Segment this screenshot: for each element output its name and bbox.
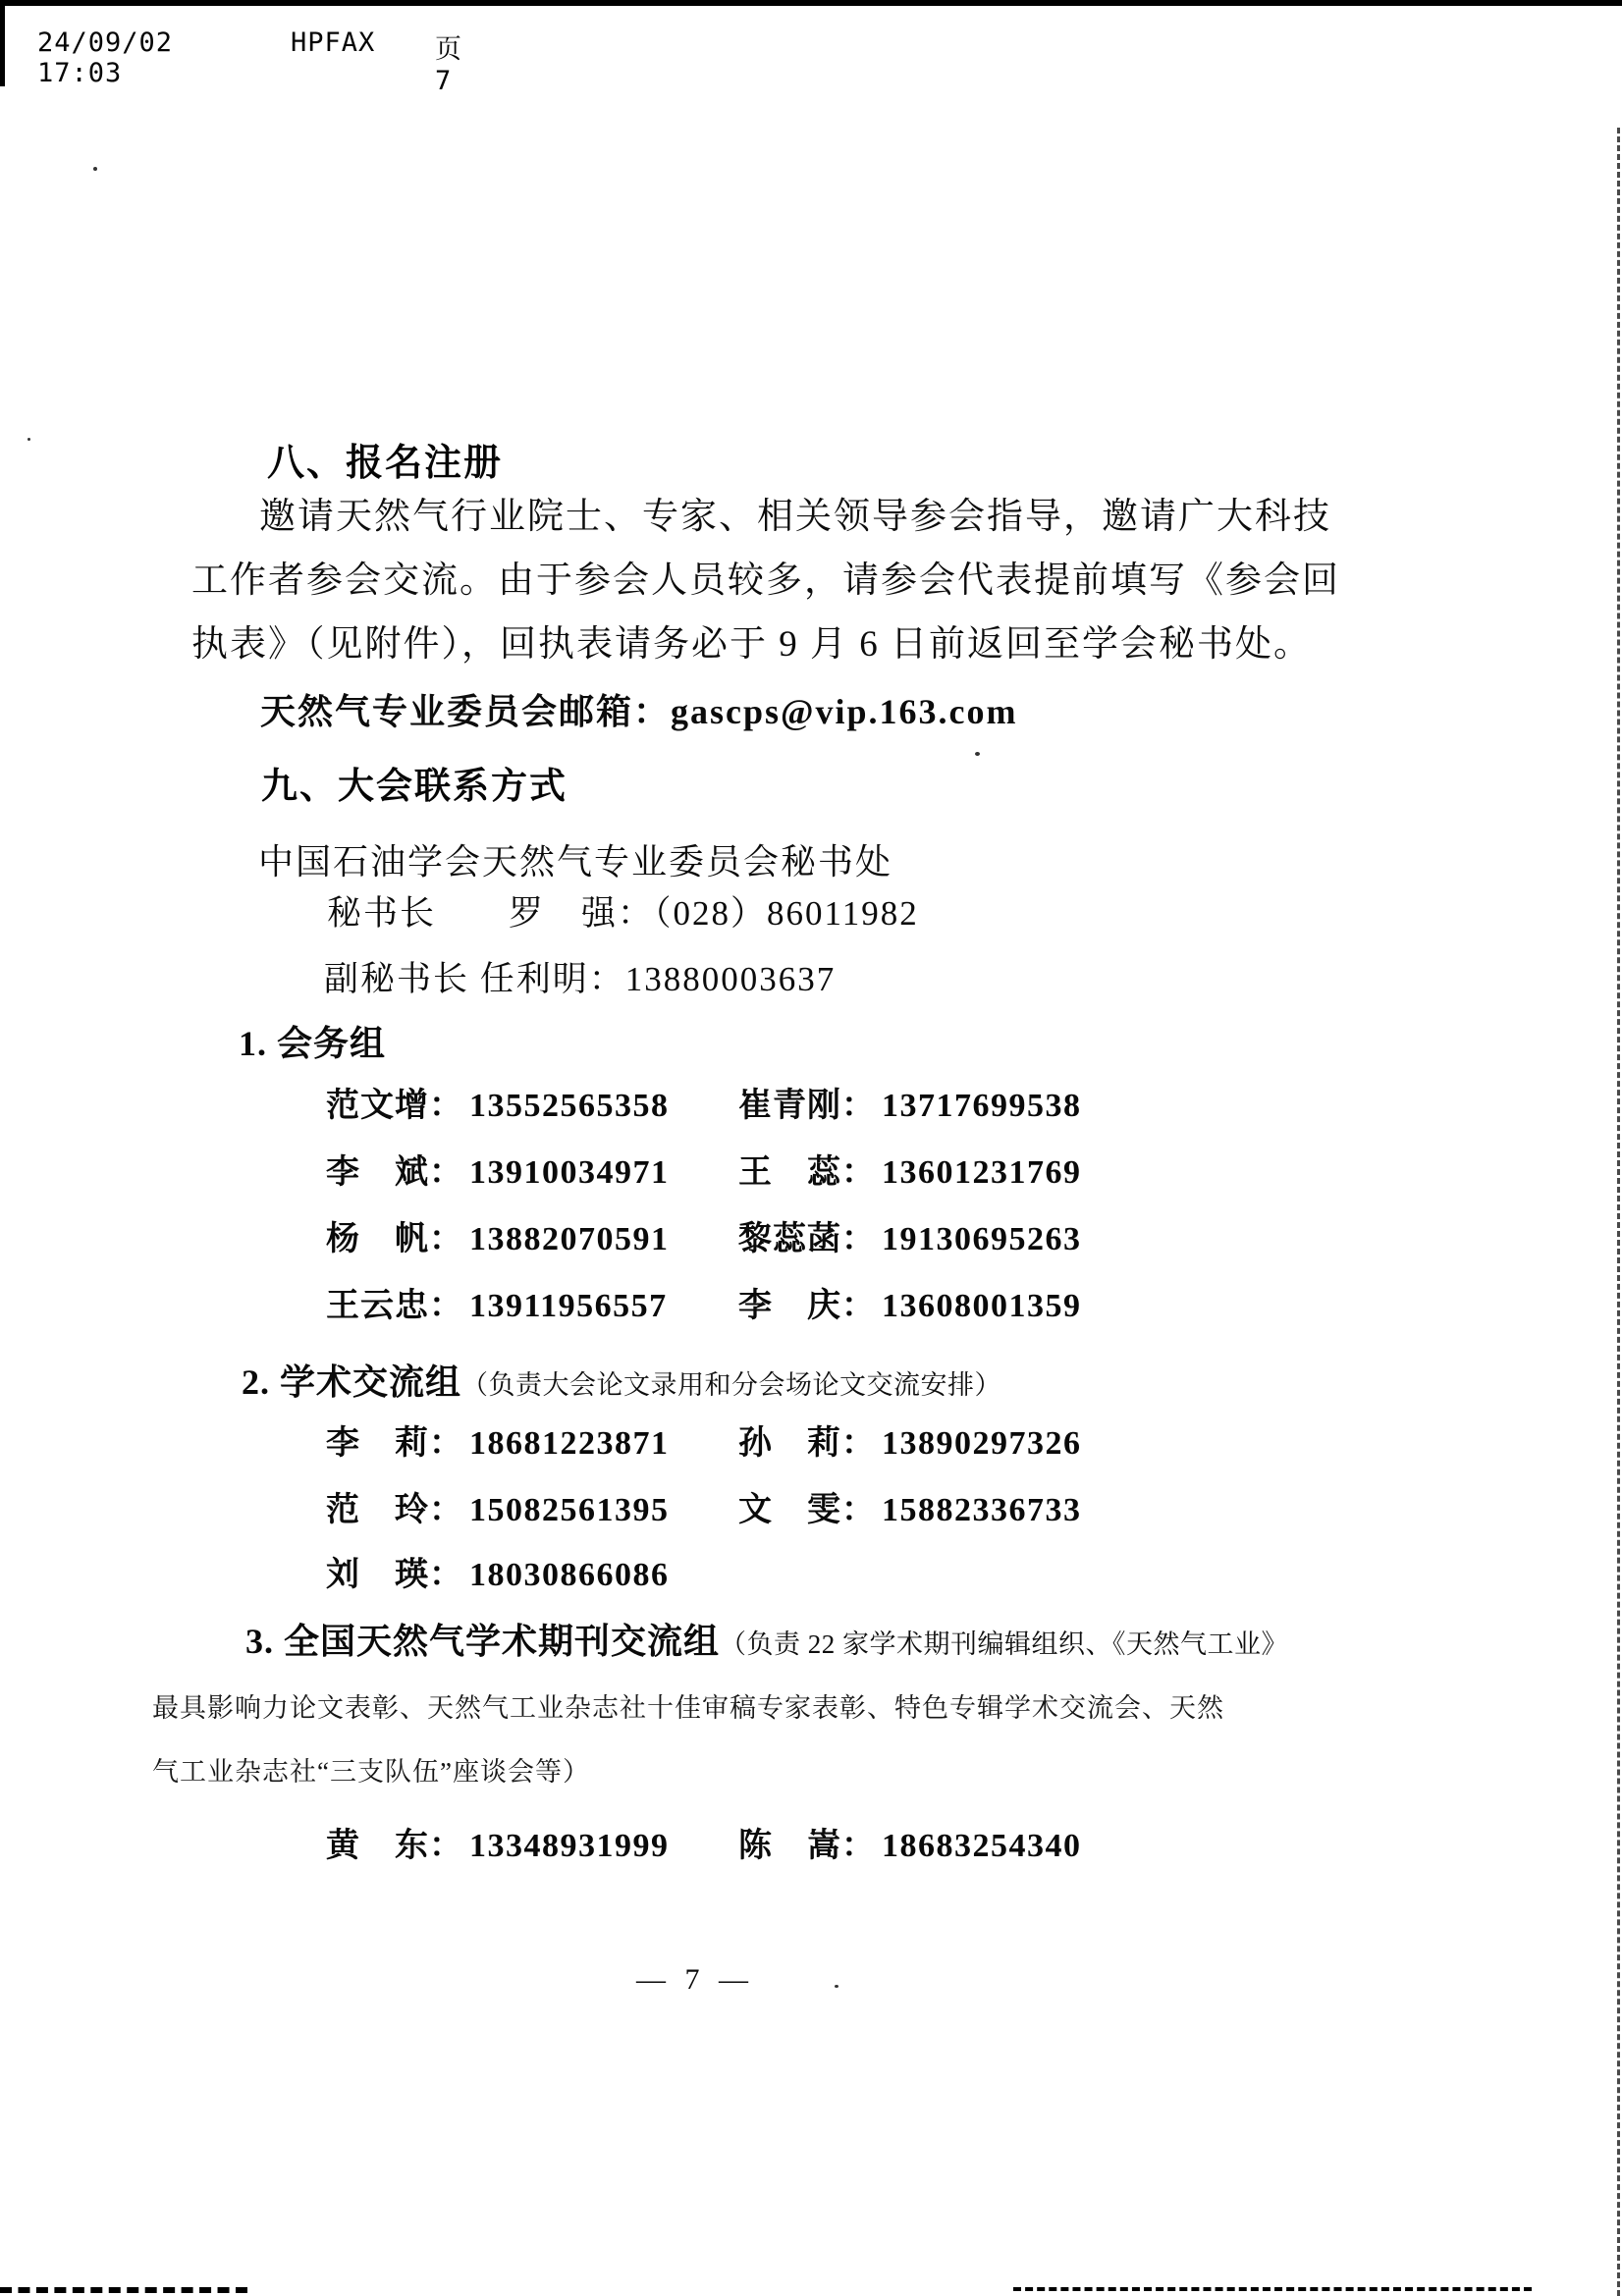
secretary-general-line: 秘书长 罗 强：（028）86011982 (327, 894, 919, 933)
fax-page-number: 页 7 (435, 34, 462, 96)
contact-row (326, 1211, 1308, 1258)
contact-name: 崔青刚： (738, 1088, 876, 1124)
contact-row (326, 1818, 1308, 1865)
contact-name: 孙 莉： (738, 1425, 876, 1462)
contact-name: 王云忠： (326, 1288, 463, 1324)
group-3-heading (245, 1614, 1288, 1664)
contact-phone: 13910034971 (469, 1154, 670, 1191)
scan-noise-dot (27, 438, 30, 441)
contact-name: 王 蕊： (738, 1154, 876, 1191)
contact-phone: 15082561395 (469, 1492, 670, 1528)
contact-phone: 13890297326 (882, 1425, 1082, 1462)
paragraph-line-1: 邀请天然气行业院士、专家、相关领导参会指导，邀请广大科技 (259, 497, 1331, 537)
contact-name: 范文增： (326, 1088, 463, 1124)
group-2-heading (242, 1355, 1001, 1405)
contact-phone: 13911956557 (469, 1288, 668, 1324)
contact-name: 文 雯： (738, 1492, 876, 1528)
scan-noise-dot (93, 167, 97, 171)
contact-name: 黄 东： (326, 1828, 463, 1864)
deputy-secretary-line: 副秘书长 任利明：13880003637 (324, 960, 837, 998)
contact-phone: 13882070591 (469, 1221, 670, 1257)
contact-name: 陈 嵩： (738, 1828, 876, 1864)
contact-row (326, 1078, 1308, 1125)
scan-top-border (0, 0, 1622, 6)
contact-phone: 13601231769 (882, 1154, 1082, 1191)
group-3-note-line-2: 最具影响力论文表彰、天然气工业杂志社十佳审稿专家表彰、特色专辑学术交流会、天然 (152, 1693, 1224, 1723)
scan-left-border-segment (0, 0, 5, 86)
scan-bottom-border-right (1013, 2287, 1532, 2291)
section-8-title: 八、报名注册 (267, 443, 504, 484)
contact-name: 刘 瑛： (326, 1557, 463, 1593)
page-footer-number: — 7 — (636, 1963, 754, 1996)
contact-phone: 18683254340 (882, 1828, 1082, 1864)
contact-name: 李 庆： (738, 1288, 876, 1324)
contact-phone: 19130695263 (882, 1221, 1082, 1257)
group-3-note-line-3: 气工业杂志社“三支队伍”座谈会等） (152, 1757, 590, 1787)
contact-name: 李 斌： (326, 1154, 463, 1191)
scan-noise-dot (975, 752, 980, 756)
contact-phone: 15882336733 (882, 1492, 1082, 1528)
contact-phone: 18030866086 (469, 1557, 670, 1593)
group-3-title: 3. 全国天然气学术期刊交流组 (245, 1622, 721, 1661)
contact-row (326, 1482, 1308, 1529)
contact-phone: 13608001359 (882, 1288, 1082, 1324)
contact-row (326, 1145, 1308, 1192)
fax-datetime: 24/09/02 17:03 (37, 27, 174, 88)
contact-phone: 13552565358 (469, 1088, 670, 1124)
fax-device-name: HPFAX (291, 27, 376, 58)
group-2-note: （负责大会论文录用和分会场论文交流安排） (461, 1370, 1002, 1400)
scan-right-dashed-border (1617, 128, 1620, 2296)
contact-name: 杨 帆： (326, 1221, 463, 1257)
paragraph-line-2: 工作者参会交流。由于参会人员较多，请参会代表提前填写《参会回 (191, 561, 1340, 601)
secretariat-org-line: 中国石油学会天然气专业委员会秘书处 (258, 842, 893, 881)
group-1-title: 1. 会务组 (239, 1024, 387, 1063)
group-3-note-line-1: （负责 22 家学术期刊编辑组织、《天然气工业》 (720, 1629, 1289, 1659)
contact-name: 范 玲： (326, 1492, 463, 1528)
section-9-title: 九、大会联系方式 (261, 766, 568, 806)
group-2-title: 2. 学术交流组 (242, 1362, 462, 1402)
paragraph-line-3: 执表》（见附件），回执表请务必于 9 月 6 日前返回至学会秘书处。 (191, 624, 1312, 665)
committee-email-line: 天然气专业委员会邮箱：gascps@vip.163.com (260, 692, 1018, 731)
contact-phone: 18681223871 (469, 1425, 670, 1462)
scan-noise-dot (835, 1985, 838, 1988)
contact-row (326, 1547, 1308, 1594)
contact-row (326, 1415, 1308, 1463)
contact-phone: 13717699538 (882, 1088, 1082, 1124)
contact-phone: 13348931999 (469, 1828, 670, 1864)
scan-bottom-border-left (0, 2287, 247, 2293)
contact-row (326, 1278, 1308, 1325)
contact-name: 李 莉： (326, 1425, 463, 1462)
contact-name: 黎蕊菡： (738, 1221, 876, 1257)
